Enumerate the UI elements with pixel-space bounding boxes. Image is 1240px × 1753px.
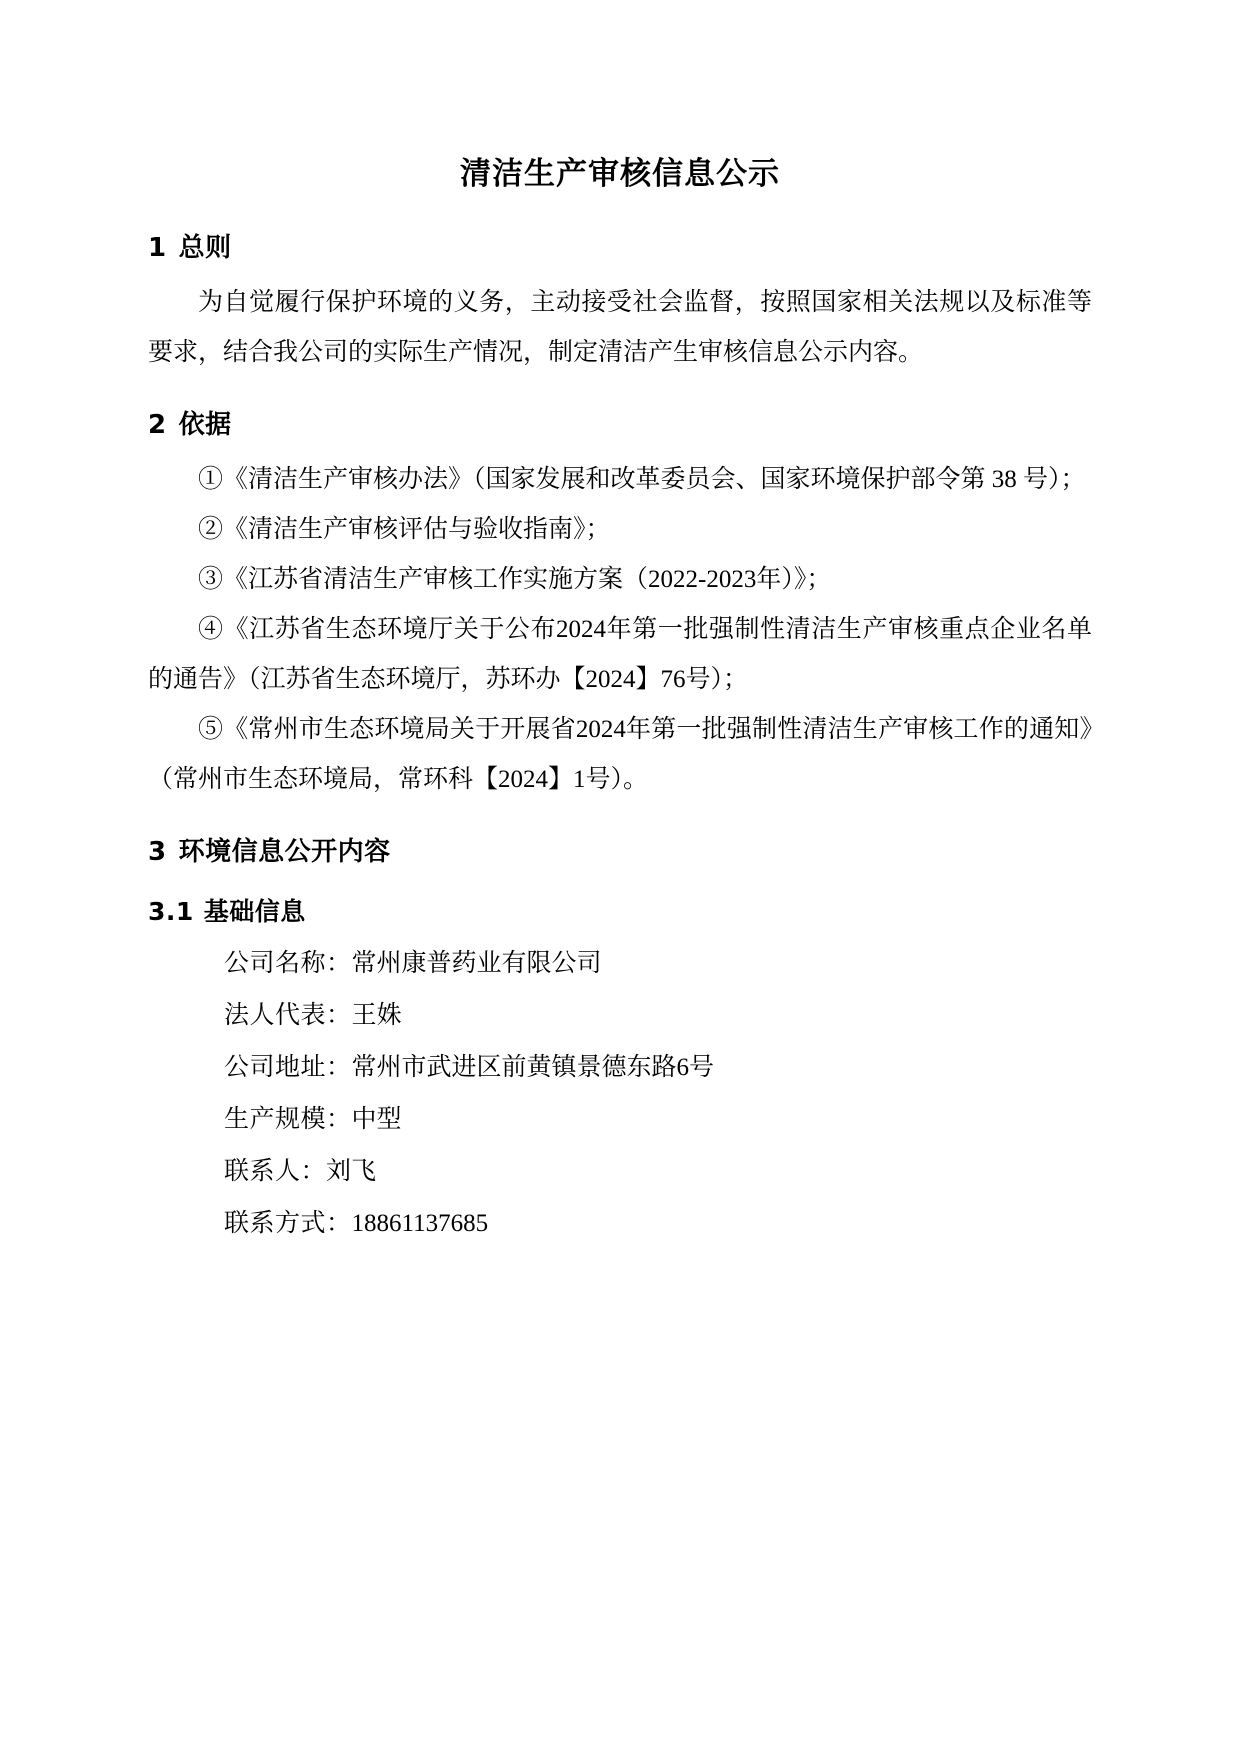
- section-title-2: 依据: [178, 410, 232, 440]
- section-title-3: 环境信息公开内容: [178, 837, 391, 867]
- section-heading-2: [148, 404, 1092, 441]
- reference-item: ②《清洁生产审核评估与验收指南》；: [198, 516, 611, 543]
- field-label-company-name: 公司名称：: [224, 950, 352, 977]
- field-value-company-address: 常州市武进区前黄镇景德东路6号: [351, 1054, 715, 1081]
- list-item: [148, 990, 1092, 1042]
- page-title: 清洁生产审核信息公示: [460, 156, 780, 192]
- list-item: [148, 938, 1092, 990]
- list-item: [148, 1146, 1092, 1198]
- field-label-production-scale: 生产规模：: [224, 1106, 352, 1133]
- section-title-1: 总则: [178, 233, 232, 263]
- field-value-company-name: 常州康普药业有限公司: [351, 950, 602, 977]
- section-1-paragraph: 为自觉履行保护环境的义务，主动接受社会监督，按照国家相关法规以及标准等要求，结合我公司的实际生产情况，制定清洁产生审核信息公示内容。: [148, 289, 1092, 366]
- field-value-contact-person: 刘飞: [326, 1158, 377, 1185]
- list-item: [148, 1094, 1092, 1146]
- reference-item: ③《江苏省清洁生产审核工作实施方案（2022-2023年）》；: [198, 566, 832, 593]
- section-number-3: 3: [148, 837, 167, 867]
- list-item: [148, 1198, 1092, 1250]
- subsection-number-3-1: 3.1: [148, 897, 194, 926]
- field-label-contact-method: 联系方式：: [224, 1210, 352, 1237]
- section-heading-1: [148, 227, 1092, 264]
- subsection-heading-3-1: [148, 892, 1092, 928]
- section-number-1: 1: [148, 233, 167, 263]
- field-value-production-scale: 中型: [351, 1106, 402, 1133]
- section-heading-3: [148, 831, 1092, 868]
- reference-item: ⑤《常州市生态环境局关于开展省2024年第一批强制性清洁生产审核工作的通知》（常州市生态环境局，常环科【2024】1号）。: [148, 716, 1092, 793]
- basic-info-list: [148, 938, 1092, 1250]
- section-number-2: 2: [148, 410, 167, 440]
- field-label-contact-person: 联系人：: [224, 1158, 327, 1185]
- reference-item: ④《江苏省生态环境厅关于公布2024年第一批强制性清洁生产审核重点企业名单的通告》（江苏省生态环境厅，苏环办【2024】76号）；: [148, 616, 1092, 693]
- list-item: [148, 1042, 1092, 1094]
- field-value-legal-representative: 王姝: [351, 1002, 402, 1029]
- reference-item: ①《清洁生产审核办法》（国家发展和改革委员会、国家环境保护部令第 38 号）；: [198, 466, 1086, 493]
- field-label-company-address: 公司地址：: [224, 1054, 352, 1081]
- field-value-contact-method: 18861137685: [351, 1210, 489, 1237]
- field-label-legal-representative: 法人代表：: [224, 1002, 352, 1029]
- subsection-title-3-1: 基础信息: [203, 897, 306, 926]
